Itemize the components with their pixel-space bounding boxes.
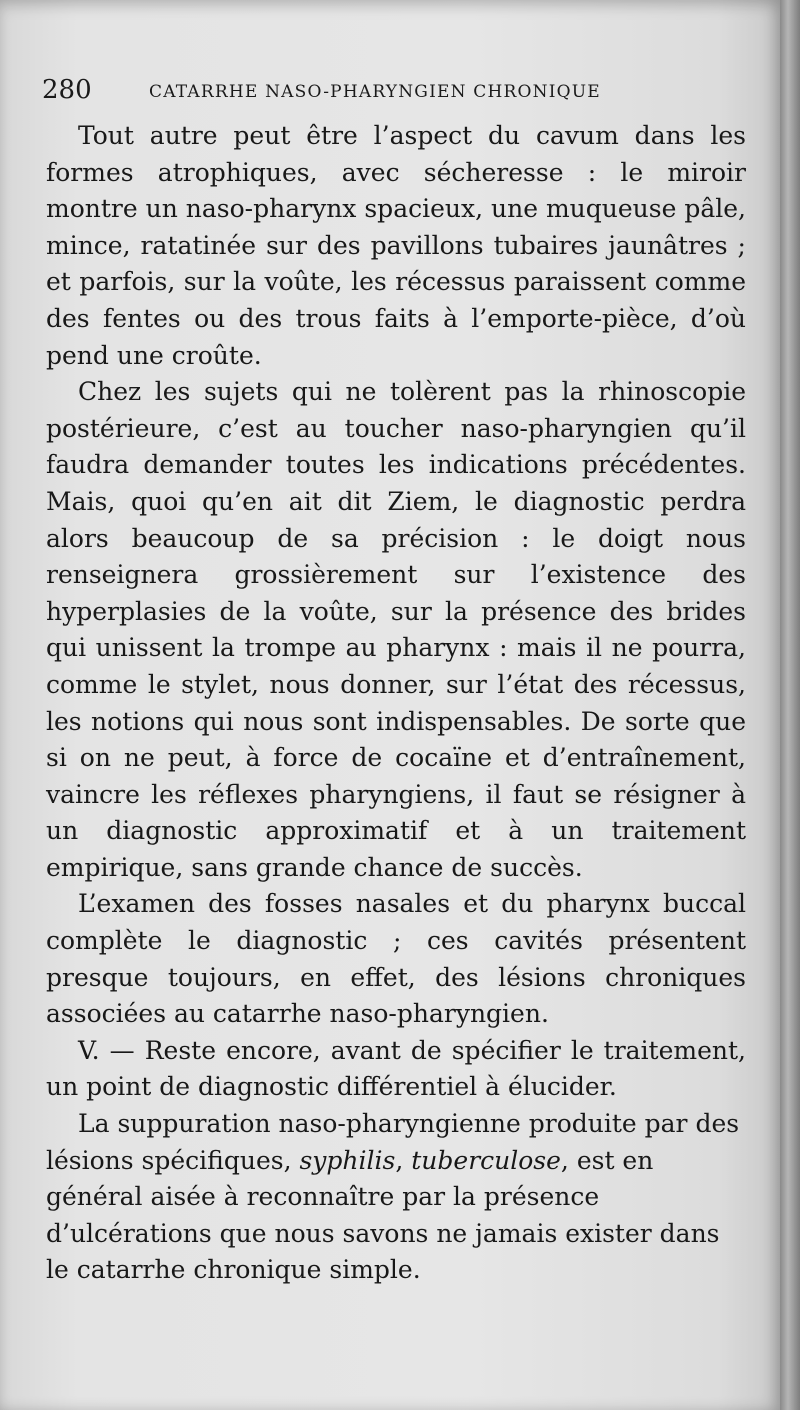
italic-tuberculose: tuberculose (411, 1145, 561, 1175)
paragraph-1: Tout autre peut être l’aspect du cavum dans les formes atrophiques, avec sécheresse : le miroir montre un naso-pharynx spacieux, une muqueuse pâle, mince, ratatinée sur des pavillons tubaires jaunâtres ; et parfois, sur la voûte, les récessus paraissent comme des fentes ou des trous faits à l’emporte-pièce, d’où pend une croûte. (46, 121, 746, 370)
page-edge-shadow (780, 0, 800, 1410)
paragraph-2: Chez les sujets qui ne tolèrent pas la rhinoscopie postérieure, c’est au toucher naso-pharyngien qu’il faudra demander toutes les indications précédentes. Mais, quoi qu’en ait dit Ziem, le diagnostic perdra alors beaucoup de sa précision : le doigt nous renseignera grossièrement sur l’existence des hyperplasies de la voûte, sur la présence des brides qui unissent la trompe au pharynx : mais il ne pourra, comme le stylet, nous donner, sur l’état des récessus, les notions qui nous sont indispensables. De sorte que si on ne peut, à force de cocaïne et d’entraînement, vaincre les réflexes pharyngiens, il faut se résigner à un diagnostic approximatif et à un traitement empirique, sans grande chance de succès. (46, 377, 746, 882)
italic-syphilis: syphilis (299, 1145, 396, 1175)
running-title: CATARRHE NASO-PHARYNGIEN CHRONIQUE (149, 82, 601, 102)
paragraph-5 (46, 1106, 746, 1289)
paragraph-4: V. — Reste encore, avant de spécifier le traitement, un point de diagnostic différentiel à élucider. (46, 1035, 746, 1102)
paragraph-3: L’examen des fosses nasales et du pharynx buccal complète le diagnostic ; ces cavités présentent presque toujours, en effet, des lésions chroniques associées au catarrhe naso-pharyngien. (46, 889, 746, 1029)
paragraph-5-sep: , (395, 1145, 412, 1175)
page-number: 280 (42, 75, 92, 105)
paragraph-5-start: La suppuration naso-pharyngienne produite par des lésions spécifiques, (46, 1109, 740, 1175)
page-header (42, 72, 742, 112)
paragraph-5-end: , est en général aisée à reconnaître par la présence d’ulcérations que nous savons ne jamais exister dans le catarrhe chronique simple. (46, 1145, 720, 1285)
body-text (46, 118, 746, 1289)
